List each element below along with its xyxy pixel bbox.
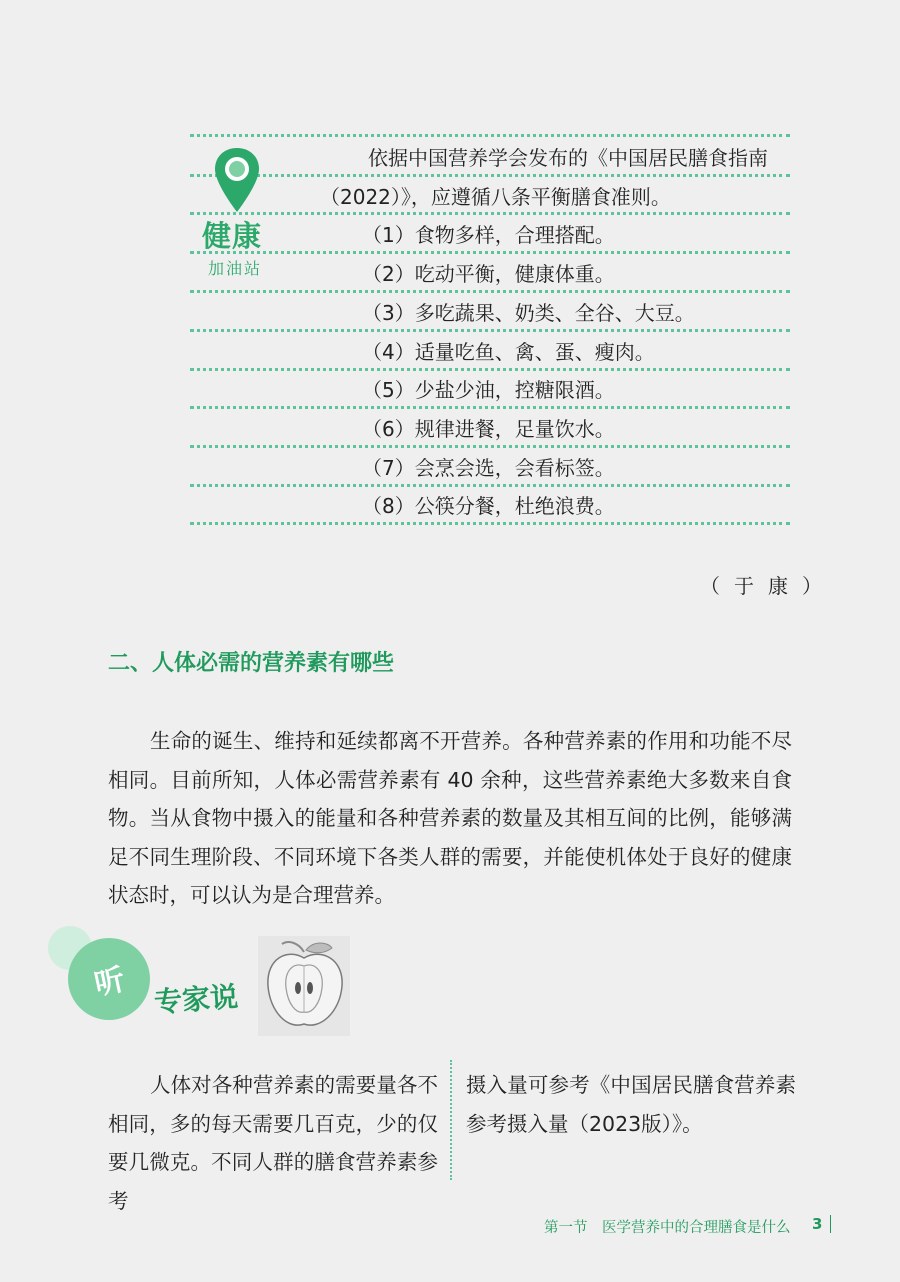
guideline-item: （1）食物多样，合理搭配。 [362,223,615,247]
dotted-rule [190,290,790,293]
dotted-rule [190,406,790,409]
section-title: 二、人体必需的营养素有哪些 [108,651,395,676]
intro-line: （2022）》，应遵循八条平衡膳食准则。 [320,185,671,209]
expert-title: 专家说 [153,980,240,1019]
page-number: 3 [812,1215,823,1233]
dotted-rule [190,368,790,371]
health-station-box [190,134,790,526]
location-pin-icon [212,146,262,214]
guideline-item: （4）适量吃鱼、禽、蛋、瘦肉。 [362,340,655,364]
guideline-item: （3）多吃蔬果、奶类、全谷、大豆。 [362,301,695,325]
guideline-item: （6）规律进餐，足量饮水。 [362,417,615,441]
footer-chapter: 第一节 医学营养中的合理膳食是什么 [544,1220,791,1236]
dotted-rule [190,134,790,137]
expert-banner [44,926,364,1046]
listen-badge-label: 听 [91,962,129,1003]
dotted-rule [190,522,790,525]
guideline-item: （8）公筷分餐，杜绝浪费。 [362,494,615,518]
dotted-rule [190,484,790,487]
station-subtitle: 加油站 [208,259,263,278]
dotted-rule [190,174,790,177]
guideline-item: （7）会烹会选，会看标签。 [362,456,615,480]
expert-text-right: 摄入量可参考《中国居民膳食营养素参考摄入量（2023版）》。 [466,1073,796,1136]
intro-line: 依据中国营养学会发布的《中国居民膳食指南 [368,146,768,170]
column-divider [450,1060,452,1180]
guideline-item: （5）少盐少油，控糖限酒。 [362,378,615,402]
apple-illustration [258,936,350,1036]
station-title: 健康 [202,219,263,253]
footer-divider [830,1215,831,1233]
author-credit: （于康） [700,574,836,598]
dotted-rule [190,445,790,448]
listen-badge [68,938,150,1020]
dotted-rule [190,329,790,332]
body-paragraph: 生命的诞生、维持和延续都离不开营养。各种营养素的作用和功能不尽相同。目前所知，人体必需营养素有 40 余种，这些营养素绝大多数来自食物。当从食物中摄入的能量和各种营养素的数量及其相互间的比例，能够满足不同生理阶段、不同环境下各类人群的需要，并能使机体处于良好的健康状态时，可以认为是合理营养。 [108,729,792,907]
guideline-item: （2）吃动平衡，健康体重。 [362,262,615,286]
expert-text-left: 人体对各种营养素的需要量各不相同，多的每天需要几百克，少的仅要几微克。不同人群的膳食营养素参考 [108,1073,438,1213]
